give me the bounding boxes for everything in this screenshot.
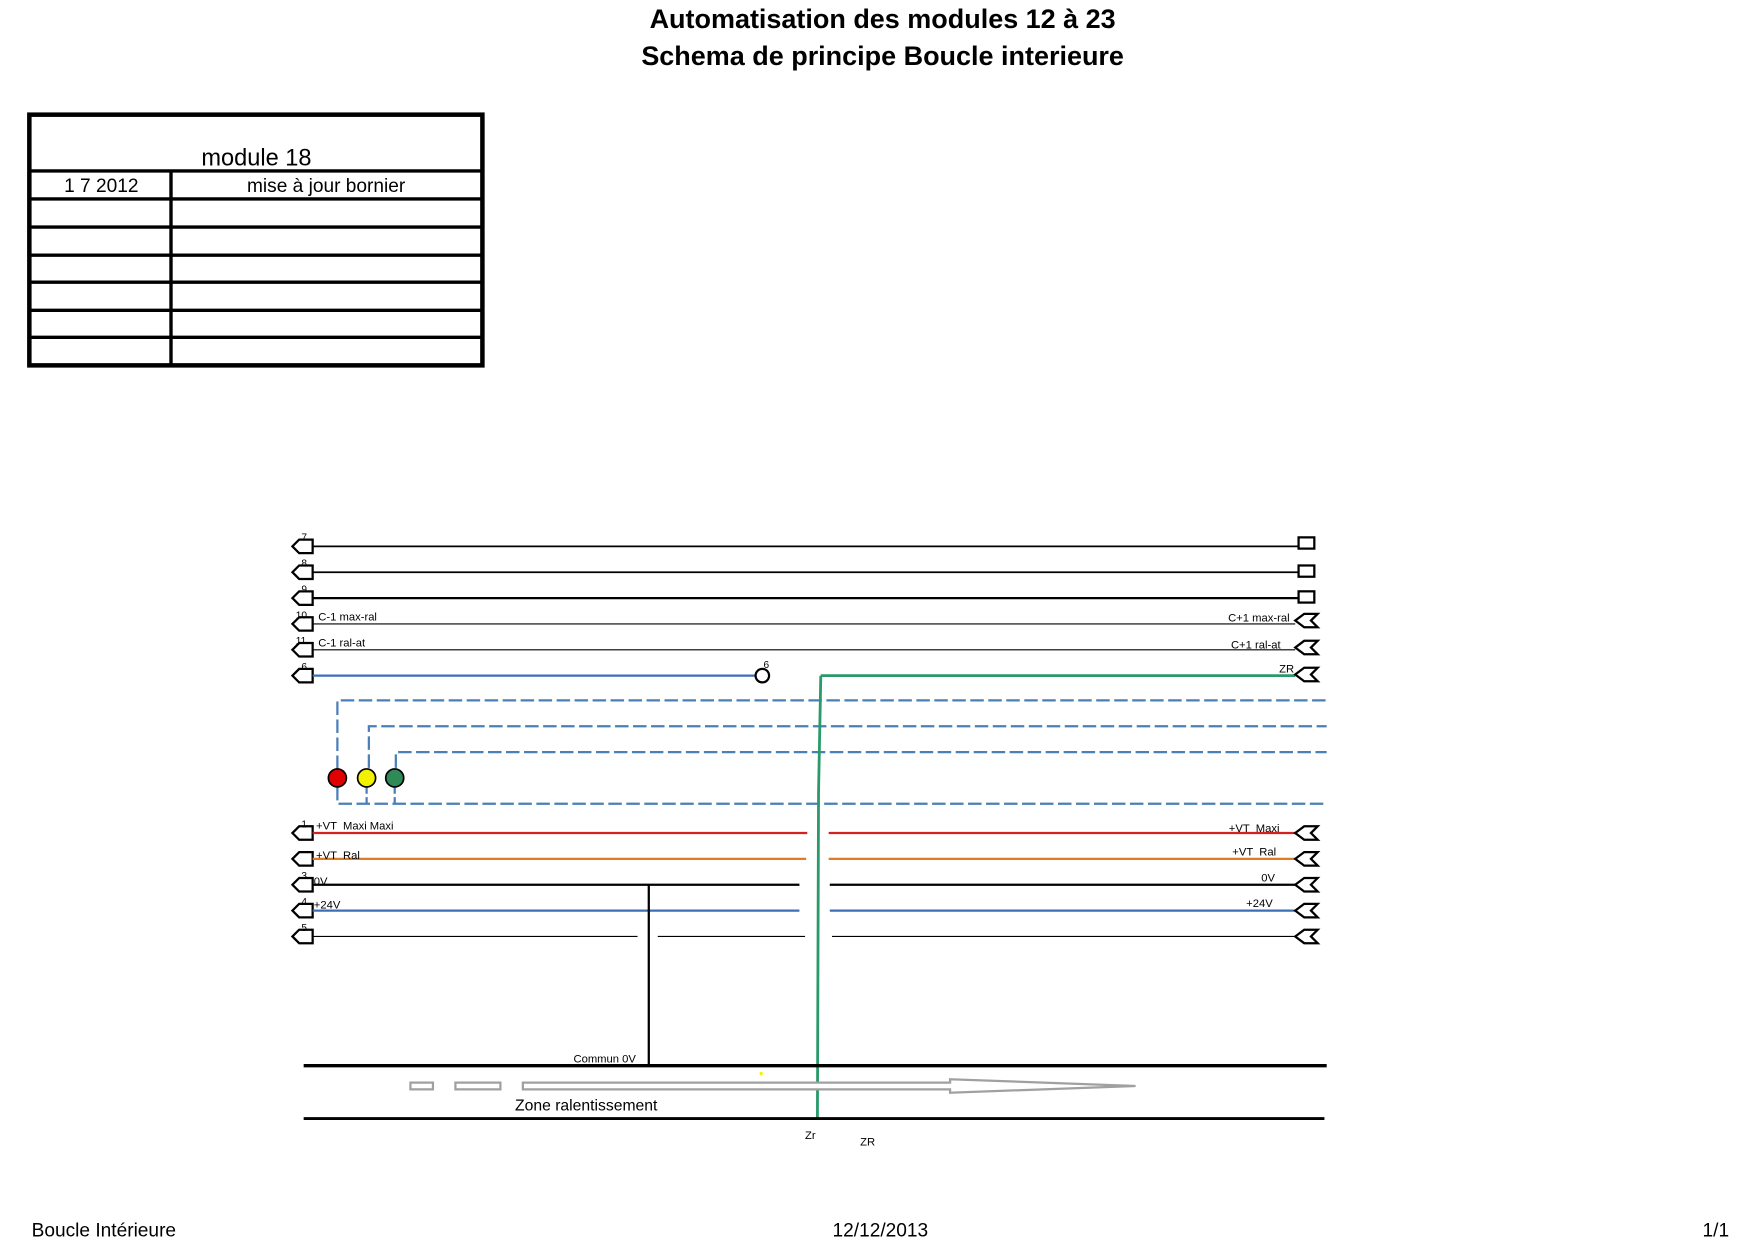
lower-wires [292, 819, 1317, 943]
terminal-number-6: 6 [301, 662, 308, 674]
zone-dash [455, 1083, 500, 1090]
wire-label-left-10: C-1 max-ral [318, 611, 377, 624]
terminal-number-11: 11 [295, 636, 307, 648]
right-connector-9 [1299, 591, 1315, 602]
terminal-number-10: 10 [295, 610, 308, 622]
right-connector-7 [1299, 537, 1315, 548]
page-title: Automatisation des modules 12 à 23 [649, 4, 1116, 35]
wire-label-left-11: C-1 ral-at [318, 637, 366, 650]
revision-table [29, 115, 482, 366]
zr-lower-label: Zr [805, 1129, 816, 1142]
table-header-module: module 18 [201, 145, 312, 172]
terminal-number-3: 3 [301, 871, 308, 883]
terminal-number-4: 4 [301, 896, 308, 908]
signal-group [328, 700, 1326, 803]
zone-label: Zone ralentissement [515, 1097, 658, 1115]
right-connector-5 [1295, 930, 1317, 943]
right-connector-3 [1295, 878, 1317, 891]
upper-wires [292, 533, 1317, 683]
terminal-number-9: 9 [301, 584, 308, 596]
signal-light-yellow [358, 769, 376, 787]
signal-light-green [386, 769, 404, 787]
page-subtitle: Schema de principe Boucle interieure [641, 41, 1124, 72]
terminal-number-5: 5 [301, 922, 308, 934]
right-connector-10 [1295, 614, 1317, 627]
left-connector-2 [292, 852, 312, 865]
footer-document-name: Boucle Intérieure [31, 1220, 177, 1240]
wire-label-right-11: C+1 ral-at [1230, 639, 1281, 652]
zone-dash [410, 1083, 432, 1090]
dashed-control-line-green [396, 752, 1327, 768]
right-connector-11 [1295, 641, 1317, 654]
footer-date: 12/12/2013 [832, 1220, 929, 1240]
wire-label-right-zr: ZR [1279, 663, 1295, 676]
wire-label-left-3: 0V [313, 875, 328, 888]
right-connector-4 [1295, 904, 1317, 917]
dashed-control-line-red [337, 700, 1326, 787]
terminal-number-8: 8 [301, 558, 308, 570]
mid-terminal-6 [756, 669, 769, 682]
dashed-control-line-yellow [369, 726, 1327, 768]
terminal-number-1: 1 [301, 819, 308, 831]
wire-label-left-4: +24V [313, 899, 341, 912]
wire-label-right-1: +VT Maxi [1228, 822, 1280, 835]
table-cell-date: 1 7 2012 [64, 176, 139, 198]
zone-direction-arrow [523, 1079, 1136, 1092]
right-connector-zr [1295, 668, 1317, 681]
wire-label-right-3: 0V [1261, 872, 1275, 885]
footer-page-number: 1/1 [1702, 1220, 1730, 1240]
wire-label-left-1: +VT Maxi Maxi [316, 820, 394, 833]
wire-label-right-2: +VT Ral [1232, 846, 1277, 859]
wire-label-right-10: C+1 max-ral [1228, 612, 1290, 625]
table-cell-description: mise à jour bornier [247, 176, 406, 198]
commun-0v-label: Commun 0V [573, 1053, 636, 1066]
wire-label-left-2: +VT Ral [316, 849, 360, 862]
wire-label-right-4: +24V [1246, 898, 1273, 911]
terminal-number-7: 7 [301, 532, 308, 544]
right-connector-8 [1299, 565, 1315, 576]
dashed-common-line [337, 787, 1326, 804]
right-connector-1 [1295, 826, 1317, 839]
yellow-dot [760, 1072, 763, 1075]
signal-light-red [328, 769, 346, 787]
zr-upper-label: ZR [860, 1136, 876, 1149]
right-connector-2 [1295, 852, 1317, 865]
track [304, 1053, 1327, 1148]
mid-terminal-number-6: 6 [763, 659, 770, 671]
zr-feeder [817, 676, 820, 1119]
